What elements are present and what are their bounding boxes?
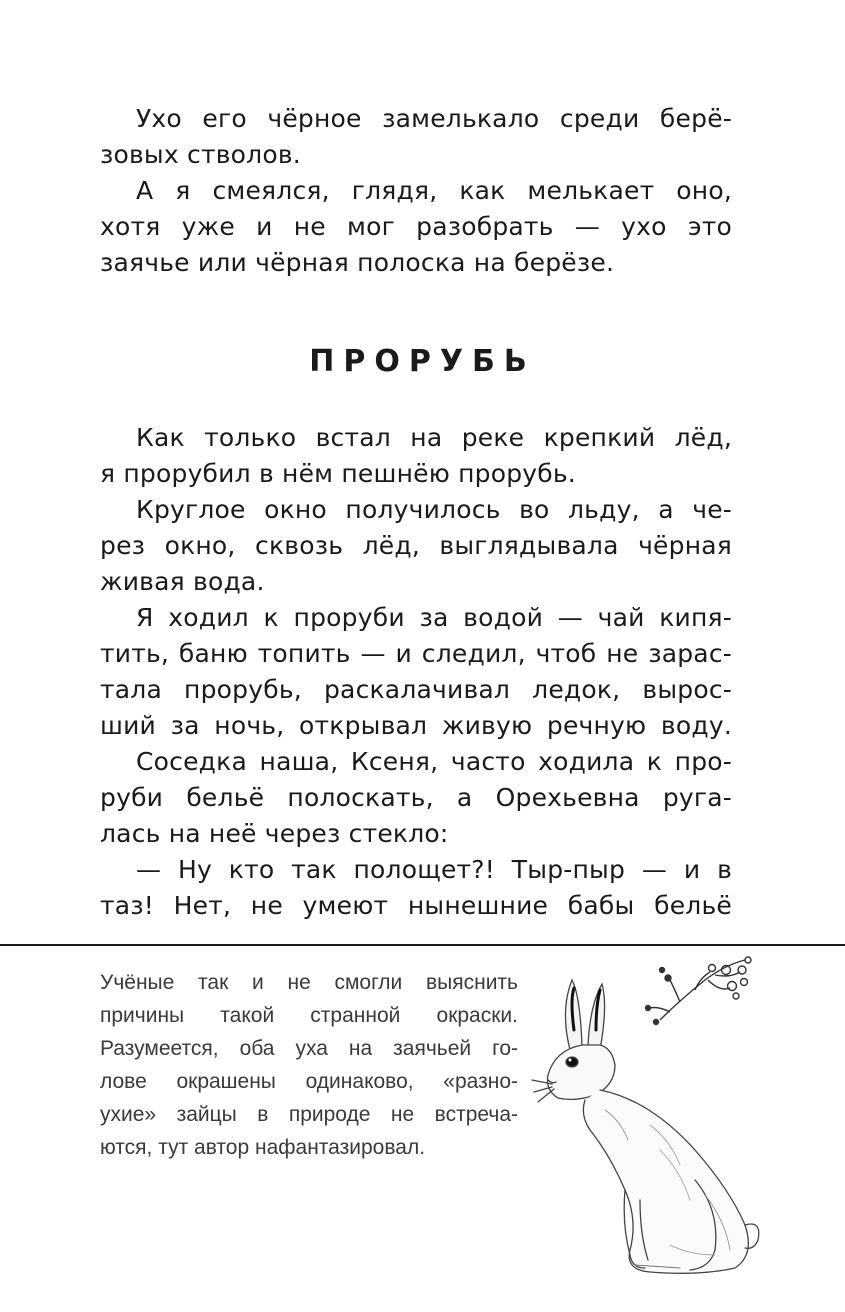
text-line: зовых стволов. bbox=[100, 140, 301, 169]
text-line: я прорубил в нём пешнёю прорубь. bbox=[100, 459, 576, 488]
berry-branch-icon bbox=[646, 957, 752, 1025]
footnote bbox=[100, 966, 518, 1164]
top-text bbox=[100, 101, 732, 281]
text-line: Соседка наша, Ксеня, часто ходила к про- bbox=[136, 747, 732, 776]
text-line: Ухо его чёрное замелькало среди берё- bbox=[136, 104, 732, 133]
footnote-line: лове окрашены одинаково, «разно- bbox=[100, 1070, 518, 1093]
text-line: — Ну кто так полощет?! Тыр-пыр — и в bbox=[136, 855, 732, 884]
text-line: таз! Нет, не умеют нынешние бабы бельё bbox=[100, 891, 732, 920]
footnote-line: ются, тут автор нафантазировал. bbox=[100, 1136, 426, 1159]
footnote-line: ухие» зайцы в природе не встреча- bbox=[100, 1103, 518, 1126]
text-line: хотя уже и не мог разобрать — ухо это bbox=[100, 212, 732, 241]
text-line: тить, баню топить — и следил, чтоб не зарас- bbox=[100, 639, 732, 668]
chapter-text bbox=[100, 420, 732, 924]
text-line: Я ходил к проруби за водой — чай кипя- bbox=[136, 603, 732, 632]
text-line: ший за ночь, открывал живую речную воду. bbox=[100, 711, 732, 740]
chapter-title: ПРОРУБЬ bbox=[309, 344, 536, 379]
hare-illustration bbox=[530, 950, 830, 1280]
text-line: живая вода. bbox=[100, 567, 265, 596]
text-line: лась на неё через стекло: bbox=[100, 819, 449, 848]
text-line: руби бельё полоскать, а Орехьевна руга- bbox=[100, 783, 732, 812]
text-line: заячье или чёрная полоска на берёзе. bbox=[100, 248, 615, 277]
text-line: Как только встал на реке крепкий лёд, bbox=[136, 423, 732, 452]
footnote-line: Разумеется, оба уха на заячьей го- bbox=[100, 1037, 518, 1060]
footnote-line: Учёные так и не смогли выяснить bbox=[100, 971, 518, 994]
footnote-line: причины такой странной окраски. bbox=[100, 1004, 518, 1027]
text-line: Круглое окно получилось во льду, а че- bbox=[136, 495, 732, 524]
text-line: рез окно, сквозь лёд, выглядывала чёрная bbox=[100, 531, 732, 560]
text-line: А я смеялся, глядя, как мелькает оно, bbox=[136, 176, 732, 205]
footnote-divider bbox=[0, 944, 845, 946]
text-line: тала прорубь, раскалачивал ледок, вырос- bbox=[100, 675, 732, 704]
hare-icon bbox=[532, 980, 759, 1273]
